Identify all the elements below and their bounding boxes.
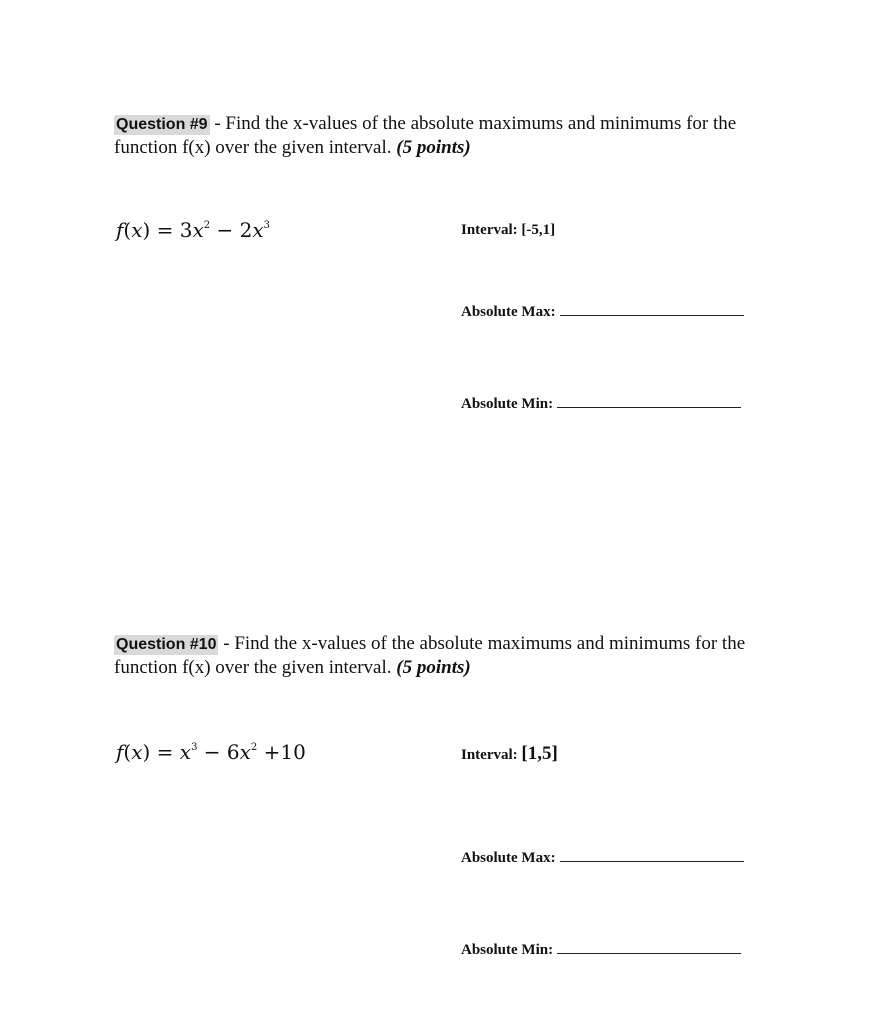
question-9-min xyxy=(461,393,741,413)
function-term-2: x xyxy=(239,740,251,764)
question-9-max xyxy=(461,301,744,321)
question-10-points: (5 points) xyxy=(396,657,471,678)
question-10-header xyxy=(114,632,774,679)
question-10-prompt: Find the x-values of the absolute maximums and minimums for the function f(x) over the given interval. xyxy=(114,633,746,678)
function-tail: +10 xyxy=(257,740,306,764)
interval-label: Interval: xyxy=(461,222,518,238)
absolute-min-label: Absolute Min: xyxy=(461,942,554,958)
interval-value: [1,5] xyxy=(521,743,558,764)
function-eq: ) = 3 xyxy=(142,218,193,242)
question-10-separator: - xyxy=(218,633,235,654)
question-9-label: Question #9 xyxy=(116,116,208,133)
question-10-label: Question #10 xyxy=(116,636,217,653)
function-name: f xyxy=(116,218,124,242)
absolute-max-label: Absolute Max: xyxy=(461,304,556,320)
question-10-max xyxy=(461,847,744,867)
interval-value: [-5,1] xyxy=(521,222,556,238)
question-9-prompt: Find the x-values of the absolute maximums and minimums for the function f(x) over the given interval. xyxy=(114,113,737,158)
function-exp-1: 2 xyxy=(203,220,211,231)
function-exp-1: 3 xyxy=(191,742,198,753)
function-term-1: x xyxy=(192,218,204,242)
absolute-min-label: Absolute Min: xyxy=(461,396,554,412)
function-term-1: x xyxy=(179,740,192,764)
question-9-function: $f(x) = 3x^2 - 2x^3$ xyxy=(116,218,271,242)
absolute-min-answer-line[interactable] xyxy=(557,393,741,408)
function-op: − 2 xyxy=(210,218,253,242)
function-exp-2: 3 xyxy=(263,220,271,231)
question-10-min xyxy=(461,939,741,959)
function-exp-2: 2 xyxy=(250,742,258,753)
function-arg: x xyxy=(131,740,143,764)
function-term-2: x xyxy=(252,218,264,242)
interval-label: Interval: xyxy=(461,747,518,763)
absolute-max-answer-line[interactable] xyxy=(560,847,744,862)
absolute-min-answer-line[interactable] xyxy=(557,939,741,954)
question-10-function: $f(x) = x^3 - 6x^2 +10$ xyxy=(116,740,306,764)
question-9-interval xyxy=(461,222,555,239)
function-eq: ) = xyxy=(142,740,180,764)
question-10-interval xyxy=(461,743,558,765)
function-name: f xyxy=(116,740,124,764)
absolute-max-label: Absolute Max: xyxy=(461,850,556,866)
function-arg: x xyxy=(131,218,143,242)
absolute-max-answer-line[interactable] xyxy=(560,301,744,316)
question-9-points: (5 points) xyxy=(396,137,471,158)
question-9-separator: - xyxy=(209,113,226,134)
function-op: − 6 xyxy=(197,740,240,764)
question-9-header xyxy=(114,112,774,159)
